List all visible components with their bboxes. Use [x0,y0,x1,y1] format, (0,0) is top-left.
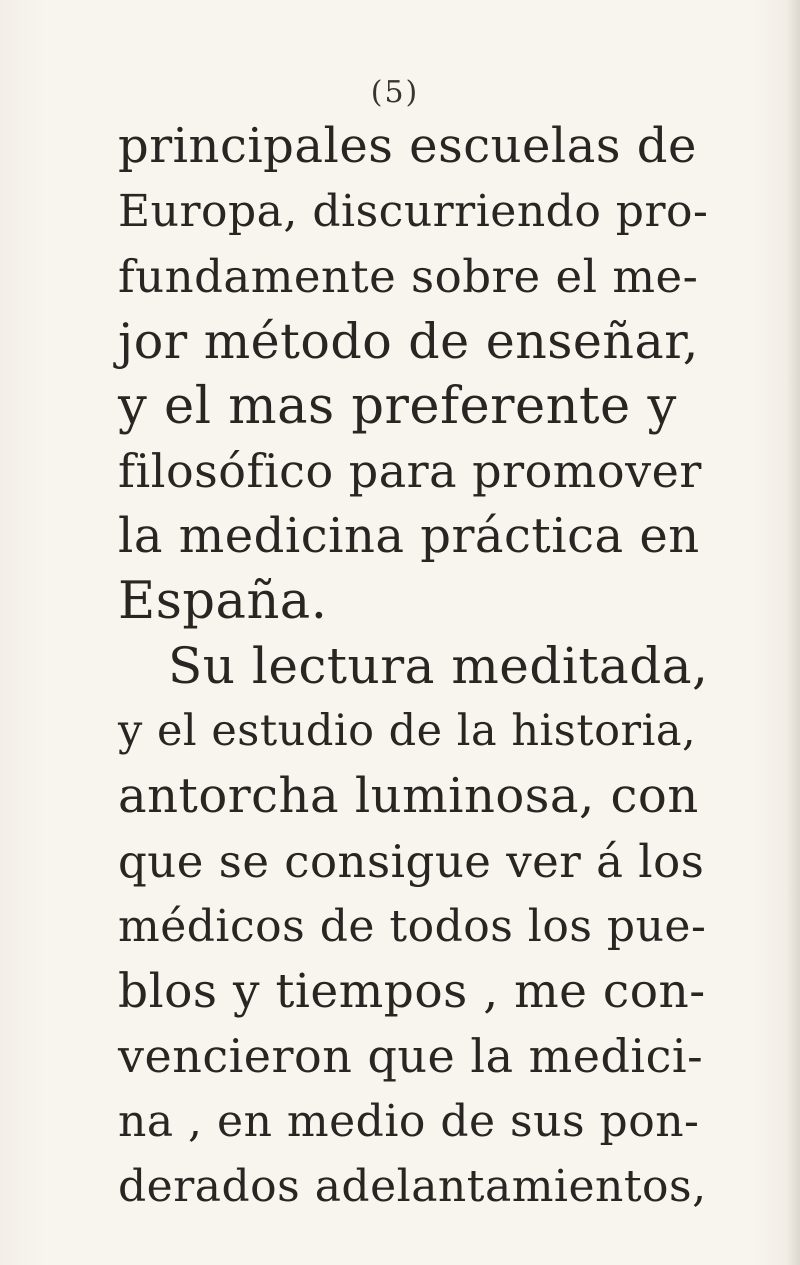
page-edge-shadow [786,0,800,1265]
text-line: blos y tiempos , me con- [118,964,706,1019]
text-line: vencieron que la medici- [118,1029,704,1083]
paragraph-start-line: Su lectura meditada, [168,637,709,695]
text-line: y el mas preferente y [118,377,677,436]
text-line: y el estudio de la historia, [118,706,697,756]
text-line: que se consigue ver á los [118,835,705,888]
text-line: fundamente sobre el me- [118,250,699,303]
body-text [118,114,708,1219]
text-line: principales escuelas de [118,118,697,174]
text-line: jor método de enseñar, [118,313,699,370]
text-line: na , en medio de sus pon- [118,1096,700,1147]
text-line: antorcha luminosa, con [118,768,699,824]
page-number: (5) [370,75,420,110]
text-line: Europa, discurriendo pro- [118,186,709,237]
text-line: España. [118,572,328,631]
text-line: derados adelantamientos, [118,1161,707,1212]
text-line: filosófico para promover [118,444,702,498]
text-line: la medicina práctica en [118,508,700,564]
text-line: médicos de todos los pue- [118,901,707,952]
